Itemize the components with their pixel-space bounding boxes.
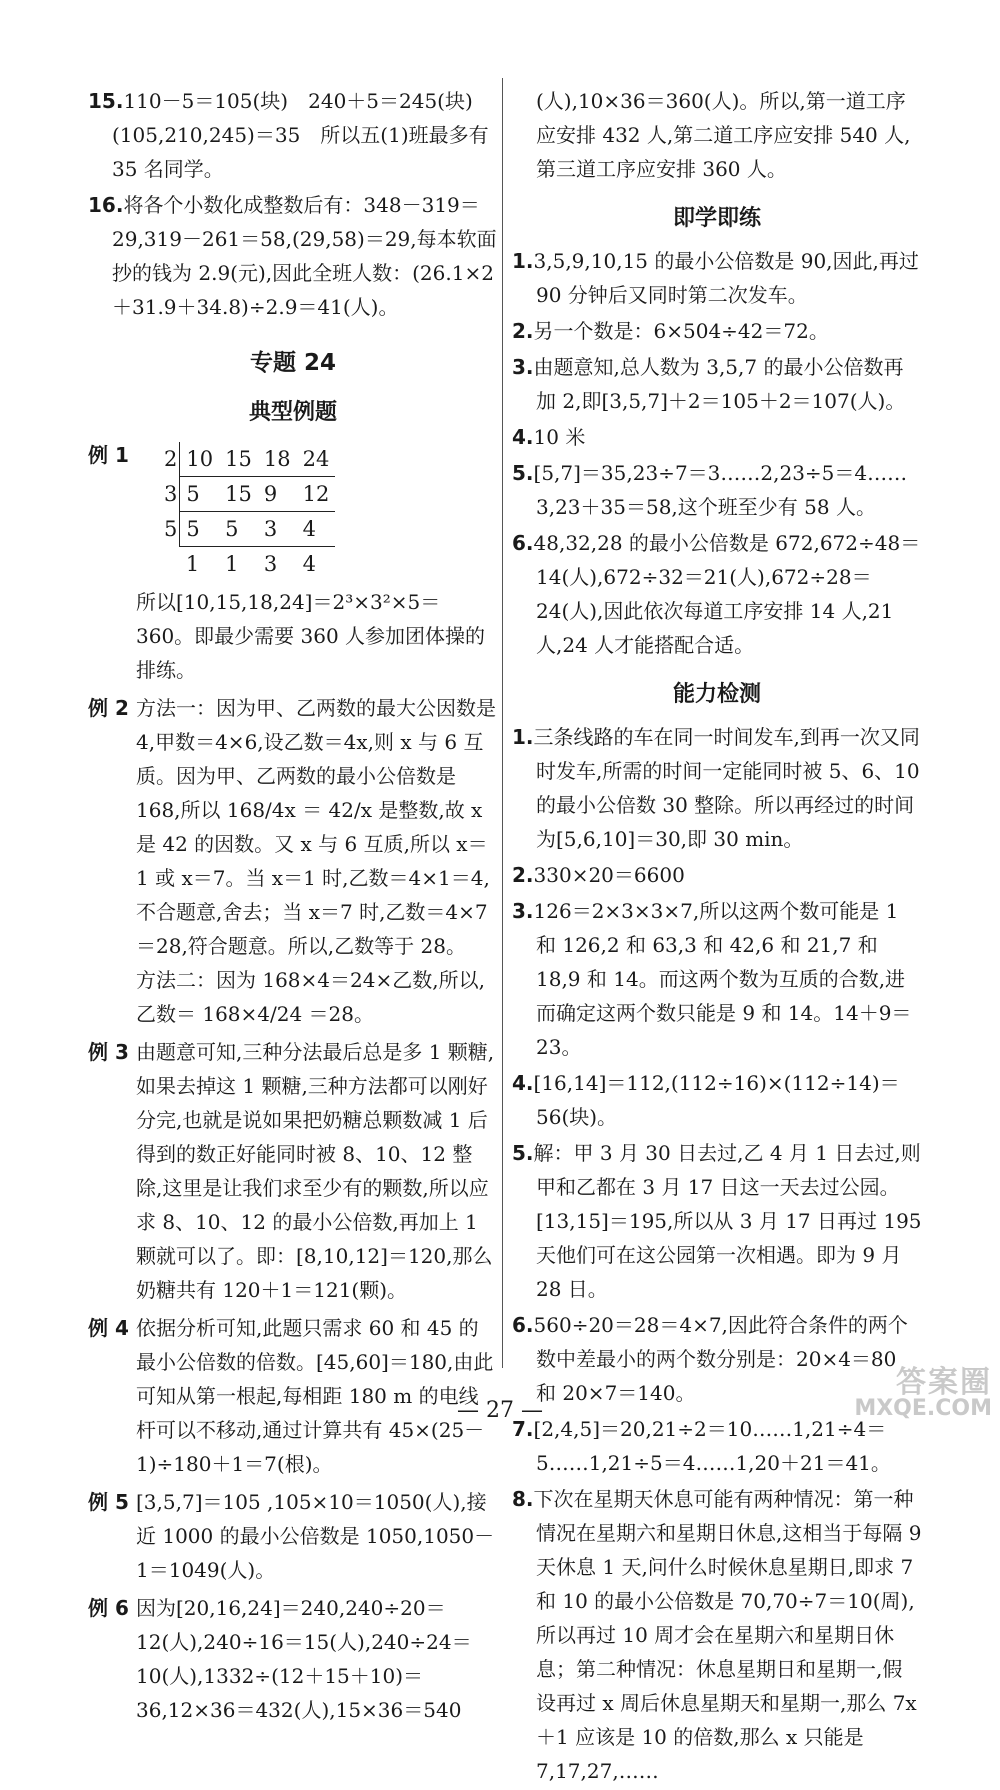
division-row: 2 10 15 18 24 bbox=[158, 442, 335, 477]
example-1-text: 所以[10,15,18,24]＝2³×3²×5＝360。即最少需要 360 人参加团体操的排练。 bbox=[136, 590, 486, 682]
example-3-text: 由题意可知,三种分法最后总是多 1 颗糖,如果去掉这 1 颗糖,三种方法都可以刚好分完,也就是说如果把奶糖总颗数减 1 后得到的数正好能同时被 8、10、12 整除,这里是让我们求至少有的颗数,所以应求 8、10、12 的最小公倍数,再加上 1 颗就可以了。即：[8,10,12]＝120,那么奶糖共有 120＋1＝121(颗)。 bbox=[136, 1040, 495, 1302]
practice-item: 2.另一个数是：6×504÷42＝72。 bbox=[512, 319, 829, 343]
example-5-text: [3,5,7]＝105 ,105×10＝1050(人),接近 1000 的最小公倍数是 1050,1050－1＝1049(人)。 bbox=[136, 1490, 495, 1582]
example-5 bbox=[88, 1485, 498, 1587]
practice-item: 6.48,32,28 的最小公倍数是 672,672÷48＝14(人),672÷32＝21(人),672÷28＝24(人),因此依次每道工序安排 14 人,21 人,24 人才能搭配合适。 bbox=[512, 531, 921, 657]
test-item: 8.下次在星期天休息可能有两种情况：第一种情况在星期六和星期日休息,这相当于每隔 9 天休息 1 天,问什么时候休息星期日,即求 7 和 10 的最小公倍数是 70,70÷7＝10(周),所以再过 10 周才会在星期六和星期日休息；第二种情况：休息星期日和星期一,假设再过 x 周后休息星期天和星期一,那么 7x＋1 应该是 10 的倍数,那么 x 只能是 7,17,27,…… bbox=[512, 1487, 922, 1783]
practice-item: 3.由题意知,总人数为 3,5,7 的最小公倍数再加 2,即[3,5,7]＋2＝105＋2＝107(人)。 bbox=[512, 355, 906, 413]
example-2-method-2: 方法二：因为 168×4＝24×乙数,所以,乙数＝ 168×4/24 ＝28。 bbox=[136, 968, 485, 1026]
practice-item: 4.10 米 bbox=[512, 425, 586, 449]
section-title-typical-examples: 典型例题 bbox=[248, 400, 337, 425]
watermark bbox=[792, 1365, 992, 1440]
test-item: 3.126＝2×3×3×7,所以这两个数可能是 1 和 126,2 和 63,3 和 42,6 和 21,7 和 18,9 和 14。而这两个数为互质的合数,进而确定这两个数只能是 9 和 14。14＋9＝23。 bbox=[512, 899, 912, 1059]
example-1 bbox=[88, 438, 498, 687]
test-item: 6.560÷20＝28＝4×7,因此符合条件的两个数中差最小的两个数分别是：20×4＝80 和 20×7＝140。 bbox=[512, 1313, 908, 1405]
practice-item: 1.3,5,9,10,15 的最小公倍数是 90,因此,再过 90 分钟后又同时第二次发车。 bbox=[512, 249, 919, 307]
test-item: 2.330×20＝6600 bbox=[512, 863, 685, 887]
example-label: 例 6 bbox=[88, 1596, 129, 1620]
test-item: 4.[16,14]＝112,(112÷16)×(112÷14)＝56(块)。 bbox=[512, 1071, 900, 1129]
watermark-logo: 答案圈 bbox=[896, 1365, 992, 1400]
left-column bbox=[88, 84, 498, 1731]
section-title-ability-test: 能力检测 bbox=[672, 682, 761, 707]
example-6-text: 因为[20,16,24]＝240,240÷20＝12(人),240÷16＝15(人),240÷24＝10(人),1332÷(12＋15＋10)＝36,12×36＝432(人),15×36＝540 bbox=[136, 1596, 472, 1722]
division-row: 5 5 5 3 4 bbox=[158, 512, 335, 547]
left-item-16: 16.将各个小数化成整数后有：348－319＝29,319－261＝58,(29,58)＝29,每本软面抄的钱为 2.9(元),因此全班人数：(26.1×2＋31.9＋34.8)÷2.9＝41(人)。 bbox=[88, 193, 497, 319]
page-number: — 27 — bbox=[457, 1398, 543, 1423]
example-6 bbox=[88, 1591, 498, 1727]
practice-item: 5.[5,7]＝35,23÷7＝3……2,23÷5＝4……3,23＋35＝58,这个班至少有 58 人。 bbox=[512, 461, 908, 519]
example-label: 例 4 bbox=[88, 1316, 129, 1340]
test-item: 5.解：甲 3 月 30 日去过,乙 4 月 1 日去过,则甲和乙都在 3 月 17 日这一天去过公园。[13,15]＝195,所以从 3 月 17 日再过 195 天他们可在这公园第一次相遇。即为 9 月 28 日。 bbox=[512, 1141, 922, 1301]
short-division-table bbox=[158, 442, 335, 581]
example-6-continued: (人),10×36＝360(人)。所以,第一道工序应安排 432 人,第二道工序应安排 540 人,第三道工序应安排 360 人。 bbox=[536, 89, 911, 181]
division-row: 1 1 3 4 bbox=[185, 552, 316, 576]
test-item: 1.三条线路的车在同一时间发车,到再一次又同时发车,所需的时间一定能同时被 5、6、10 的最小公倍数 30 整除。所以再经过的时间为[5,6,10]＝30,即 30 min。 bbox=[512, 725, 920, 851]
column-divider bbox=[502, 78, 503, 1368]
left-item-15: 15.110－5＝105(块) 240＋5＝245(块) (105,210,245)＝35 所以五(1)班最多有 35 名同学。 bbox=[88, 89, 493, 181]
example-label: 例 2 bbox=[88, 696, 129, 720]
example-4-text: 依据分析可知,此题只需求 60 和 45 的最小公倍数的倍数。[45,60]＝180,由此可知从第一根起,每相距 180 m 的电线杆可以不移动,通过计算共有 45×(25－1)÷180＋1＝7(根)。 bbox=[136, 1316, 494, 1476]
example-label: 例 1 bbox=[88, 443, 129, 467]
example-2-method-1: 方法一：因为甲、乙两数的最大公因数是 4,甲数＝4×6,设乙数＝4x,则 x 与 6 互质。因为甲、乙两数的最小公倍数是 168,所以 168/4x ＝ 42/x 是整数,故 x 是 42 的因数。又 x 与 6 互质,所以 x＝1 或 x＝7。当 x＝1 时,乙数＝4×1＝4,不合题意,舍去；当 x＝7 时,乙数＝4×7＝28,符合题意。所以,乙数等于 28。 bbox=[136, 696, 496, 958]
division-row: 3 5 15 9 12 bbox=[158, 477, 335, 512]
example-2 bbox=[88, 691, 498, 1031]
test-item: 7.[2,4,5]＝20,21÷2＝10……1,21÷4＝5……1,21÷5＝4……1,20＋21＝41。 bbox=[512, 1417, 891, 1475]
section-title-practice: 即学即练 bbox=[672, 206, 761, 231]
watermark-url: MXQE.COM bbox=[854, 1396, 992, 1421]
right-column bbox=[512, 84, 922, 1790]
topic-title: 专题 24 bbox=[249, 350, 336, 376]
example-label: 例 5 bbox=[88, 1490, 129, 1514]
example-3 bbox=[88, 1035, 498, 1307]
example-label: 例 3 bbox=[88, 1040, 129, 1064]
example-4 bbox=[88, 1311, 498, 1481]
